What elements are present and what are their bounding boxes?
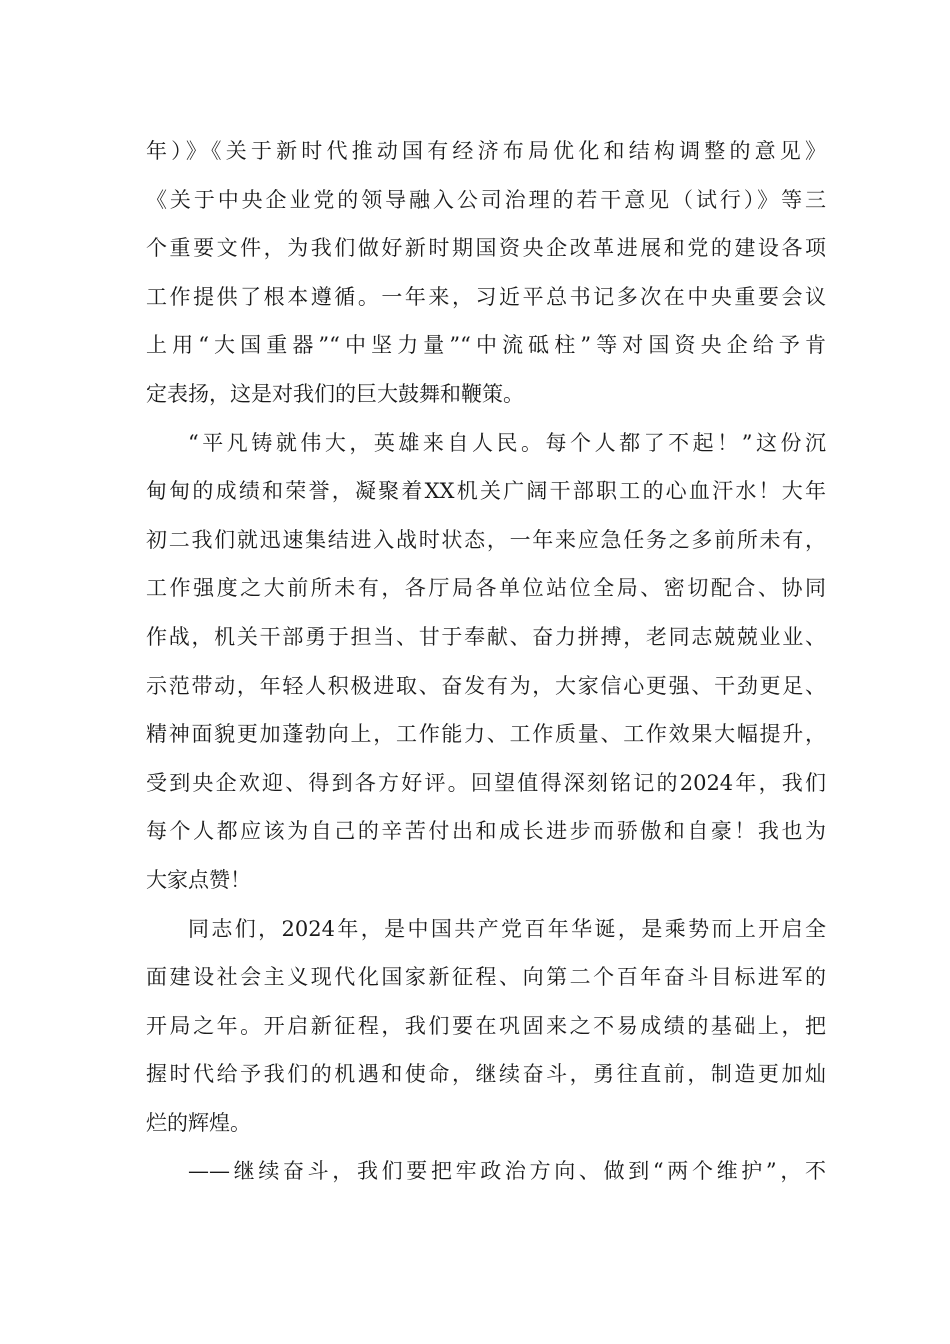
text-line: “平凡铸就伟大，英雄来自人民。每个人都了不起！”这份沉 [188,430,826,455]
document-body [146,127,826,1196]
text-line: 工作强度之大前所未有，各厅局各单位站位全局、密切配合、协同 [146,576,826,601]
text-line: 甸甸的成绩和荣誉，凝聚着XX机关广阔干部职工的心血汗水！大年 [146,479,826,504]
text-line: 工作提供了根本遵循。一年来，习近平总书记多次在中央重要会议 [146,284,826,309]
paragraph [146,905,826,1148]
text-line: 同志们，2024年，是中国共产党百年华诞，是乘势而上开启全 [188,916,826,941]
text-line: 面建设社会主义现代化国家新征程、向第二个百年奋斗目标进军的 [146,965,826,990]
text-line: 烂的辉煌。 [146,1110,251,1135]
text-line: 年）》《关于新时代推动国有经济布局优化和结构调整的意见》 [146,139,826,163]
text-line: 每个人都应该为自己的辛苦付出和成长进步而骄傲和自豪！我也为 [146,819,826,844]
text-line: 大家点赞！ [146,867,251,892]
text-line: 初二我们就迅速集结进入战时状态，一年来应急任务之多前所未有， [146,527,826,552]
text-line: 开局之年。开启新征程，我们要在巩固来之不易成绩的基础上，把 [146,1013,826,1038]
paragraph [146,1147,826,1196]
text-line: 个重要文件，为我们做好新时期国资央企改革进展和党的建设各项 [146,236,826,261]
text-line: 定表扬，这是对我们的巨大鼓舞和鞭策。 [146,381,524,406]
text-line: 示范带动，年轻人积极进取、奋发有为，大家信心更强、干劲更足、 [146,673,826,698]
text-line: 《关于中央企业党的领导融入公司治理的若干意见（试行）》等三 [146,187,826,212]
text-line: ——继续奋斗，我们要把牢政治方向、做到“两个维护”，不 [188,1159,826,1184]
text-line: 上用“大国重器”“中坚力量”“中流砥柱”等对国资央企给予肯 [146,333,826,358]
paragraph [146,419,826,905]
paragraph [146,127,826,419]
text-line: 精神面貌更加蓬勃向上，工作能力、工作质量、工作效果大幅提升， [146,722,826,747]
text-line: 握时代给予我们的机遇和使命，继续奋斗，勇往直前，制造更加灿 [146,1062,826,1087]
text-line: 受到央企欢迎、得到各方好评。回望值得深刻铭记的2024年，我们 [146,770,826,795]
text-line: 作战，机关干部勇于担当、甘于奉献、奋力拼搏，老同志兢兢业业、 [146,624,826,649]
